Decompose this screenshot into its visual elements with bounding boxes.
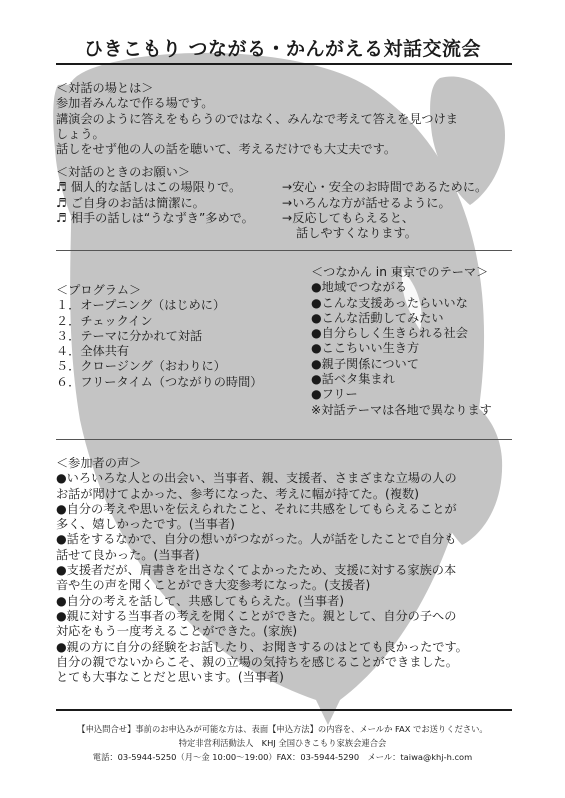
program-section (56, 283, 262, 390)
voice-line: 多く、嬉しかったです。(当事者) (56, 517, 235, 532)
voice-line: ●自分の考えや思いを伝えられたこと、それに共感をしてもらえることが (56, 501, 457, 516)
theme-item: ●ここちいい生き方 (311, 341, 420, 356)
title-divider (56, 63, 512, 65)
voice-line: 自分の親でないからこそ、親の立場の気持ちを感じることができました。 (56, 654, 458, 669)
voice-line: ●いろいろな人との出会い、当事者、親、支援者、さまざまな立場の人の (56, 471, 457, 486)
request-item (56, 196, 487, 211)
program-item: ６．フリータイム（つながりの時間） (56, 374, 263, 389)
theme-item: ●自分らしく生きられる社会 (311, 326, 468, 341)
theme-item: ●こんな活動してみたい (311, 310, 444, 325)
request-text: ♬ ご自身のお話は簡潔に。 (56, 195, 205, 210)
theme-item: ●親子関係について (311, 356, 419, 371)
voice-line: ●支援者だが、肩書きを出さなくてよかったため、支援に対する家族の本 (56, 563, 457, 578)
request-reason: →いろんな方が話せるように。 (282, 195, 451, 210)
voice-line: お話が聞けてよかった、参考になった、考えに幅が持てた。(複数) (56, 486, 419, 501)
themes-note: ※対話テーマは各地で異なります (311, 402, 492, 417)
about-heading: ＜対話の場とは＞ (56, 81, 154, 95)
themes-heading: ＜つなかん in 東京でのテーマ＞ (311, 265, 489, 279)
voice-line: ●親の方に自分の経験をお話したり、お聞きするのはとても良かったです。 (56, 639, 468, 654)
program-item: １．オープニング（はじめに） (56, 298, 226, 313)
footer (40, 722, 525, 764)
page-title: ひきこもり つながる・かんがえる対話交流会 (83, 38, 482, 60)
program-item: ４．全体共有 (56, 344, 130, 359)
request-reason: →反応してもらえると、 (282, 210, 415, 225)
program-item: ３．テーマに分かれて対話 (56, 328, 203, 343)
request-text: ♬ 相手の話しは“うなずき”多めで。 (56, 210, 254, 225)
voice-line: ●自分の考えを話して、共感してもらえた。(当事者) (56, 593, 345, 608)
request-reason: →安心・安全のお時間であるために。 (282, 180, 488, 195)
themes-section (311, 265, 492, 418)
voice-line: とても大事なことだと思います。(当事者) (56, 670, 284, 685)
voice-line: ●話をするなかで、自分の想いがつながった。人が話をしたことで自分も (56, 532, 457, 547)
about-line: しょう。 (56, 126, 105, 141)
voice-line: 音や生の声を聞くことができ大変参考になった。(支援者) (56, 578, 371, 593)
request-reason-continuation: 話しやすくなります。 (296, 226, 417, 241)
section-divider (56, 250, 512, 251)
footer-org: 特定非営利活動法人 KHJ 全国ひきこもり家族会連合会 (178, 738, 387, 748)
voice-line: 話せて良かった。(当事者) (56, 547, 200, 562)
about-line: 参加者みんなで作る場です。 (56, 96, 214, 111)
section-divider (56, 439, 512, 440)
footer-phone: 電話：03-5944-5250（月〜金 10:00〜19:00）FAX：03-5944-5290 メール：taiwa@khj-h.com (92, 752, 473, 762)
footer-divider (56, 709, 512, 711)
voice-line: 対応をもう一度考えることができた。(家族) (56, 624, 298, 639)
footer-contact: 【申込問合せ】事前のお申込みが可能な方は、表面【申込方法】の内容を、メールか FAX でお送りください。 (77, 724, 488, 734)
theme-item: ●フリー (311, 387, 358, 402)
request-item (56, 180, 487, 195)
voices-heading: ＜参加者の声＞ (56, 456, 142, 470)
requests-section (56, 165, 487, 241)
voice-line: ●親に対する当事者の考えを聞くことができた。親として、自分の子への (56, 608, 457, 623)
about-line: 講演会のように答えをもらうのではなく、みんなで考えて答えを見つけま (56, 111, 458, 126)
voices-section (56, 456, 468, 685)
request-text: ♬ 個人的な話しはこの場限りで。 (56, 180, 242, 195)
program-heading: ＜プログラム＞ (56, 283, 142, 297)
theme-item: ●こんな支援あったらいいな (311, 295, 468, 310)
program-item: ２．チェックイン (56, 313, 153, 328)
program-item: ５．クロージング（おわりに） (56, 359, 226, 374)
about-section (56, 81, 458, 157)
theme-item: ●地域でつながる (311, 280, 407, 295)
about-line: 話しをせず他の人の話を聴いて、考えるだけでも大丈夫です。 (56, 142, 397, 157)
request-item (56, 211, 487, 226)
requests-heading: ＜対話のときのお願い＞ (56, 165, 191, 179)
theme-item: ●話ベタ集まれ (311, 372, 395, 387)
